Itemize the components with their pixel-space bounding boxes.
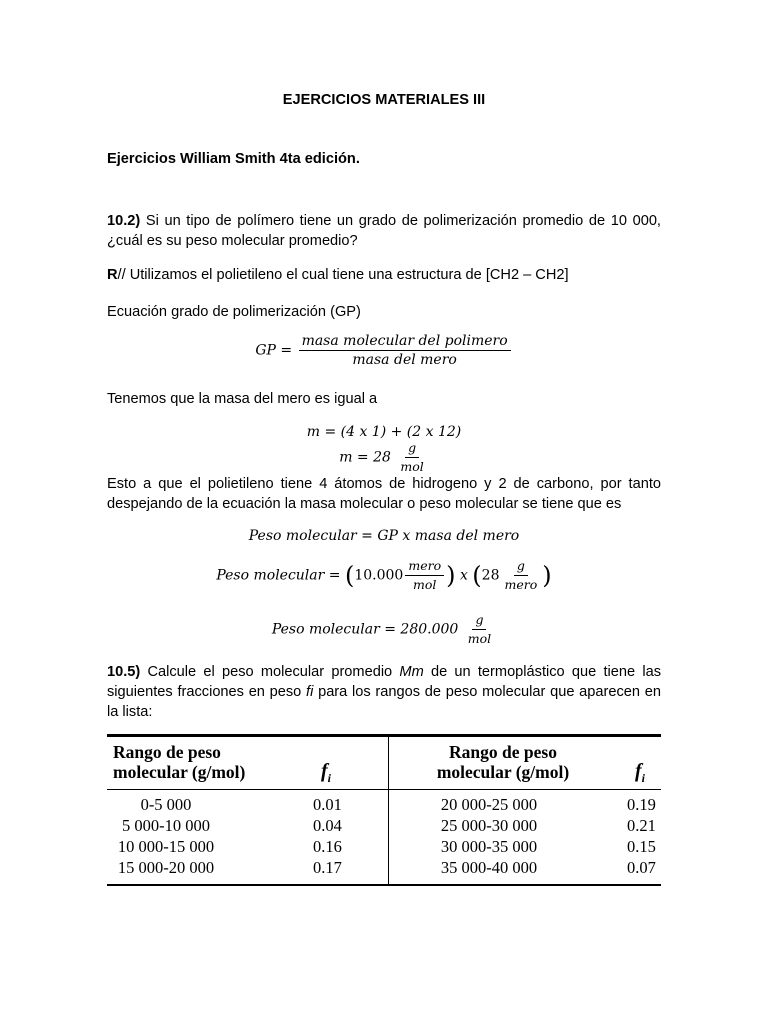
table-cell-range: 15 000-20 000 (117, 858, 215, 877)
pm-eq2-a-fraction (405, 558, 444, 593)
table-cell-range: 0-5 000 (140, 795, 192, 814)
header-line: Rango de peso (113, 742, 221, 762)
question-text: Si un tipo de polímero tiene un grado de polimerización promedio de 10 000, ¿cuál es su peso molecular promedio? (107, 213, 661, 249)
table-rule-top (107, 734, 661, 737)
peso-molecular-eq-2: Peso molecular = (10.000 $\frac{\text{mero}}{\text{mol}}$ ) x (28 $\frac{g}{\text{mero}}$ ) (216, 558, 552, 592)
gp-equation (0, 333, 768, 368)
pm-eq3-fraction (465, 612, 494, 647)
pm-eq2-b: 28 (481, 567, 500, 584)
pm-eq2-times: x (459, 567, 468, 584)
question-text-part: Calcule el peso molecular promedio (140, 664, 400, 680)
table-rule-header (107, 789, 661, 790)
molecular-weight-table (107, 734, 661, 886)
pm-eq3-numerator: g (472, 612, 486, 630)
table-cell-fraction: 0.17 (313, 858, 342, 877)
gp-numerator: masa molecular del polimero (299, 333, 511, 351)
explanation-paragraph: Esto a que el polietileno tiene 4 átomos de hidrogeno y 2 de carbono, por tanto despejando de la ecuación la masa molecular o peso molecular se tiene que es (107, 476, 661, 512)
pm-eq3-denominator: mol (467, 631, 492, 646)
table-cell-fraction: 0.19 (627, 795, 656, 814)
table-cell-fraction: 0.16 (313, 837, 342, 856)
pm-eq3-lhs: Peso molecular = 280.000 (271, 621, 459, 638)
header-f-symbol: f (635, 760, 642, 782)
header-f-subscript: i (327, 771, 332, 785)
answer-text: // Utilizamos el polietileno el cual tiene una estructura de [CH2 – CH2] (117, 267, 569, 283)
mass-eq2-fraction (397, 440, 426, 475)
exercise-label: 10.2) (107, 213, 141, 229)
table-rule-bottom (107, 884, 661, 886)
header-f-left (321, 760, 331, 786)
symbol-fi: fi (306, 684, 314, 700)
table-cell-range: 20 000-25 000 (440, 795, 538, 814)
header-range-left (113, 742, 245, 782)
question-text-part: para los rangos de peso molecular que aparecen en la lista: (107, 684, 662, 720)
symbol-mm: Mm (399, 664, 424, 680)
mass-eq2-numerator: g (405, 440, 419, 458)
table-cell-fraction: 0.21 (627, 816, 656, 835)
mass-intro: Tenemos que la masa del mero es igual a (107, 391, 378, 407)
table-cell-fraction: 0.07 (627, 858, 656, 877)
peso-molecular-eq-3 (0, 612, 768, 647)
table-cell-range: 5 000-10 000 (122, 816, 210, 835)
answer-label: R (107, 267, 118, 283)
gp-lhs: GP = (255, 342, 293, 359)
table-cell-range: 10 000-15 000 (117, 837, 215, 856)
header-line: Rango de peso (449, 742, 557, 762)
pm-eq2-b-numerator: g (514, 558, 528, 576)
header-f-symbol: f (321, 760, 328, 782)
peso-molecular-eq-1: Peso molecular = GP x masa del mero (248, 528, 520, 544)
gp-fraction (299, 333, 511, 368)
header-f-subscript: i (641, 771, 646, 785)
table-cell-fraction: 0.15 (627, 837, 656, 856)
mass-equation-2 (0, 440, 768, 475)
pm-eq2-a: 10.000 (354, 567, 404, 584)
header-line: molecular (g/mol) (113, 762, 246, 782)
table-cell-range: 25 000-30 000 (440, 816, 538, 835)
mass-eq2-denominator: mol (400, 459, 424, 474)
table-cell-fraction: 0.01 (313, 795, 342, 814)
mass-eq2-lhs: m = 28 (339, 449, 391, 466)
pm-eq2-a-denominator: mol (413, 577, 437, 592)
page-title: EJERCICIOS MATERIALES III (282, 92, 486, 108)
exercise-10-5-question (107, 662, 661, 722)
table-cell-fraction: 0.04 (313, 816, 342, 835)
answer-paragraph (107, 265, 661, 285)
header-line: molecular (g/mol) (436, 762, 570, 782)
pm-eq2-b-fraction (502, 558, 541, 593)
table-cell-range: 30 000-35 000 (440, 837, 538, 856)
pm-eq2-lhs: Peso molecular = (216, 567, 341, 584)
pm-eq2-a-numerator: mero (405, 558, 444, 576)
document-subtitle: Ejercicios William Smith 4ta edición. (107, 151, 360, 167)
exercise-10-2-question (107, 211, 661, 251)
question-text-part: de un termoplástico que tiene las siguientes fracciones en peso (107, 664, 661, 700)
table-column-separator (388, 737, 389, 884)
pm-eq2-b-denominator: mero (504, 577, 538, 592)
header-range-right (424, 742, 582, 782)
equation-intro: Ecuación grado de polimerización (GP) (107, 304, 361, 320)
gp-denominator: masa del mero (352, 352, 457, 368)
mass-equation-1: m = (4 x 1) + (2 x 12) (306, 424, 462, 440)
exercise-label: 10.5) (107, 664, 141, 680)
header-f-right (635, 760, 645, 786)
table-cell-range: 35 000-40 000 (440, 858, 538, 877)
